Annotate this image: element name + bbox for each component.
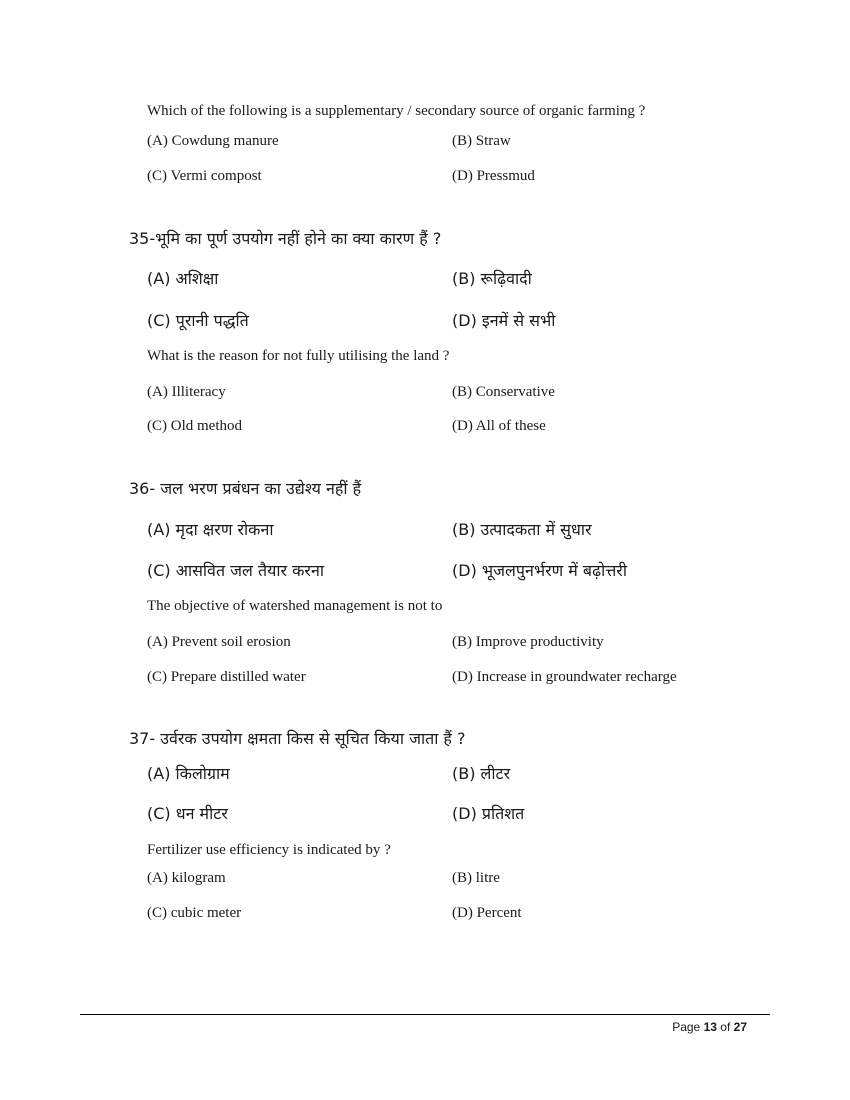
page-current: 13 (703, 1020, 717, 1034)
q37-en-option-d: (D) Percent (452, 905, 522, 921)
q35-hi-option-d: (D) इनमें से सभी (452, 311, 556, 330)
q36-en-option-c: (C) Prepare distilled water (147, 669, 306, 685)
q36-en-option-d: (D) Increase in groundwater recharge (452, 669, 677, 685)
q36-en-option-b: (B) Improve productivity (452, 634, 604, 650)
q37-hi-option-d: (D) प्रतिशत (452, 804, 525, 823)
q37-en-question: Fertilizer use efficiency is indicated by ? (147, 842, 391, 858)
q35-en-option-a: (A) Illiteracy (147, 384, 226, 400)
q35-hi-option-a: (A) अशिक्षा (147, 269, 219, 288)
q36-hi-question: 36- जल भरण प्रबंधन का उद्येश्य नहीं हैं (129, 479, 362, 498)
q36-hi-option-b: (B) उत्पादकता में सुधार (452, 520, 592, 539)
q35-en-option-c: (C) Old method (147, 418, 242, 434)
q37-en-option-b: (B) litre (452, 870, 500, 886)
q37-hi-question: 37- उर्वरक उपयोग क्षमता किस से सूचित किया जाता हैं ? (129, 729, 466, 748)
q37-hi-option-b: (B) लीटर (452, 764, 511, 783)
page-total: 27 (733, 1020, 747, 1034)
q35-hi-option-b: (B) रूढ़िवादी (452, 269, 532, 288)
q35-en-option-b: (B) Conservative (452, 384, 555, 400)
q35-en-question: What is the reason for not fully utilising the land ? (147, 348, 450, 364)
q34-en-question: Which of the following is a supplementary / secondary source of organic farming ? (147, 103, 646, 119)
of-word: of (720, 1020, 731, 1034)
q37-en-option-c: (C) cubic meter (147, 905, 242, 921)
q37-en-option-a: (A) kilogram (147, 870, 226, 886)
q36-hi-option-a: (A) मृदा क्षरण रोकना (147, 520, 274, 539)
q34-en-option-c: (C) Vermi compost (147, 168, 262, 184)
q35-en-option-d: (D) All of these (452, 418, 546, 434)
q34-en-option-a: (A) Cowdung manure (147, 133, 279, 149)
page-footer (672, 1020, 747, 1034)
q34-en-option-d: (D) Pressmud (452, 168, 535, 184)
q36-hi-option-c: (C) आसवित जल तैयार करना (147, 561, 324, 580)
q36-hi-option-d: (D) भूजलपुनर्भरण में बढ़ोत्तरी (452, 561, 627, 580)
q35-hi-option-c: (C) पूरानी पद्धति (147, 311, 249, 330)
q37-hi-option-c: (C) धन मीटर (147, 804, 228, 823)
q36-en-option-a: (A) Prevent soil erosion (147, 634, 291, 650)
q37-hi-option-a: (A) किलोग्राम (147, 764, 230, 783)
q35-hi-question: 35-भूमि का पूर्ण उपयोग नहीं होने का क्या कारण हैं ? (129, 229, 442, 248)
q34-en-option-b: (B) Straw (452, 133, 511, 149)
page-word: Page (672, 1020, 701, 1034)
q36-en-question: The objective of watershed management is not to (147, 598, 443, 614)
footer-divider (80, 1014, 770, 1015)
